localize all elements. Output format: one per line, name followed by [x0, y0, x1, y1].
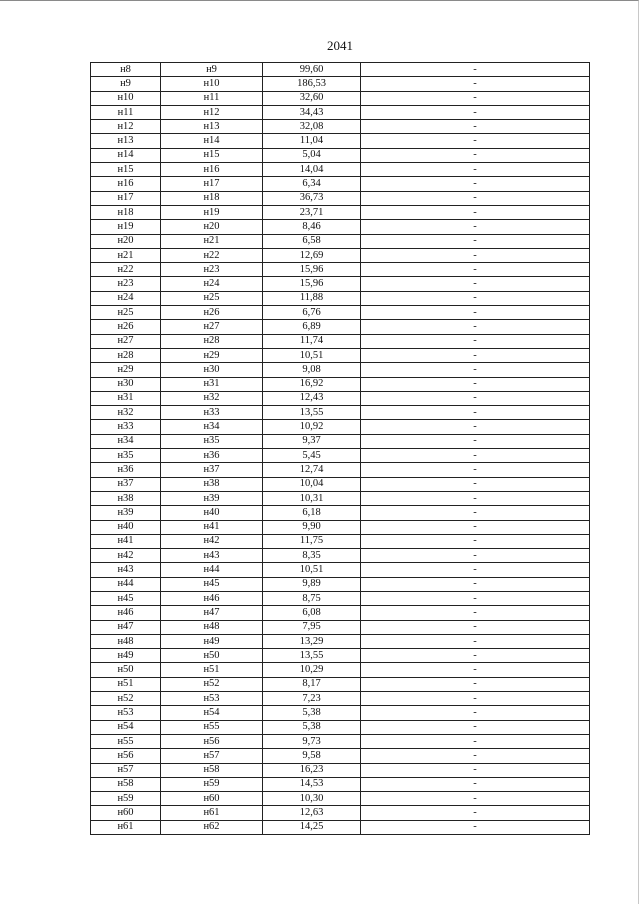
- table-row: [91, 820, 590, 834]
- point-to-cell: н18: [161, 191, 263, 205]
- point-from-cell: н18: [91, 205, 161, 219]
- boundary-table: [90, 62, 590, 835]
- point-from-cell: н29: [91, 363, 161, 377]
- distance-cell: 11,75: [263, 534, 361, 548]
- distance-cell: 15,96: [263, 263, 361, 277]
- distance-cell: 32,08: [263, 120, 361, 134]
- description-cell: -: [361, 177, 590, 191]
- description-cell: -: [361, 591, 590, 605]
- distance-cell: 6,08: [263, 606, 361, 620]
- point-to-cell: н14: [161, 134, 263, 148]
- point-from-cell: н26: [91, 320, 161, 334]
- description-cell: -: [361, 306, 590, 320]
- table-row: [91, 677, 590, 691]
- distance-cell: 186,53: [263, 77, 361, 91]
- point-from-cell: н41: [91, 534, 161, 548]
- table-row: [91, 105, 590, 119]
- point-from-cell: н49: [91, 649, 161, 663]
- point-from-cell: н55: [91, 734, 161, 748]
- description-cell: -: [361, 763, 590, 777]
- table-row: [91, 163, 590, 177]
- point-from-cell: н22: [91, 263, 161, 277]
- point-to-cell: н52: [161, 677, 263, 691]
- point-from-cell: н21: [91, 248, 161, 262]
- point-to-cell: н35: [161, 434, 263, 448]
- table-row: [91, 606, 590, 620]
- description-cell: -: [361, 191, 590, 205]
- point-to-cell: н15: [161, 148, 263, 162]
- point-to-cell: н28: [161, 334, 263, 348]
- description-cell: -: [361, 291, 590, 305]
- point-to-cell: н61: [161, 806, 263, 820]
- point-from-cell: н56: [91, 749, 161, 763]
- description-cell: -: [361, 334, 590, 348]
- table-row: [91, 63, 590, 77]
- description-cell: -: [361, 706, 590, 720]
- description-cell: -: [361, 220, 590, 234]
- point-to-cell: н13: [161, 120, 263, 134]
- description-cell: -: [361, 248, 590, 262]
- table-row: [91, 734, 590, 748]
- table-row: [91, 720, 590, 734]
- table-row: [91, 263, 590, 277]
- distance-cell: 11,88: [263, 291, 361, 305]
- table-row: [91, 634, 590, 648]
- point-to-cell: н60: [161, 792, 263, 806]
- table-row: [91, 420, 590, 434]
- point-from-cell: н16: [91, 177, 161, 191]
- table-row: [91, 477, 590, 491]
- point-from-cell: н39: [91, 506, 161, 520]
- point-to-cell: н34: [161, 420, 263, 434]
- point-to-cell: н23: [161, 263, 263, 277]
- table-row: [91, 577, 590, 591]
- point-from-cell: н12: [91, 120, 161, 134]
- point-to-cell: н55: [161, 720, 263, 734]
- description-cell: -: [361, 563, 590, 577]
- distance-cell: 9,89: [263, 577, 361, 591]
- table-row: [91, 377, 590, 391]
- table-row: [91, 449, 590, 463]
- table-row: [91, 763, 590, 777]
- distance-cell: 13,55: [263, 406, 361, 420]
- description-cell: -: [361, 120, 590, 134]
- point-from-cell: н10: [91, 91, 161, 105]
- description-cell: -: [361, 491, 590, 505]
- point-to-cell: н40: [161, 506, 263, 520]
- point-from-cell: н51: [91, 677, 161, 691]
- point-from-cell: н35: [91, 449, 161, 463]
- table-row: [91, 777, 590, 791]
- distance-cell: 8,75: [263, 591, 361, 605]
- point-from-cell: н28: [91, 348, 161, 362]
- description-cell: -: [361, 534, 590, 548]
- description-cell: -: [361, 406, 590, 420]
- point-to-cell: н43: [161, 549, 263, 563]
- table-row: [91, 706, 590, 720]
- point-to-cell: н45: [161, 577, 263, 591]
- distance-cell: 9,58: [263, 749, 361, 763]
- point-to-cell: н16: [161, 163, 263, 177]
- point-to-cell: н24: [161, 277, 263, 291]
- description-cell: -: [361, 777, 590, 791]
- table-row: [91, 220, 590, 234]
- point-from-cell: н34: [91, 434, 161, 448]
- description-cell: -: [361, 620, 590, 634]
- point-from-cell: н37: [91, 477, 161, 491]
- table-row: [91, 205, 590, 219]
- distance-cell: 5,38: [263, 706, 361, 720]
- table-row: [91, 663, 590, 677]
- point-from-cell: н24: [91, 291, 161, 305]
- point-to-cell: н53: [161, 692, 263, 706]
- description-cell: -: [361, 377, 590, 391]
- distance-cell: 16,92: [263, 377, 361, 391]
- point-from-cell: н27: [91, 334, 161, 348]
- description-cell: -: [361, 806, 590, 820]
- table-row: [91, 434, 590, 448]
- point-to-cell: н20: [161, 220, 263, 234]
- distance-cell: 10,51: [263, 348, 361, 362]
- table-row: [91, 234, 590, 248]
- point-from-cell: н36: [91, 463, 161, 477]
- distance-cell: 8,35: [263, 549, 361, 563]
- point-to-cell: н47: [161, 606, 263, 620]
- description-cell: -: [361, 234, 590, 248]
- table-row: [91, 391, 590, 405]
- table-row: [91, 191, 590, 205]
- table-row: [91, 591, 590, 605]
- table-row: [91, 806, 590, 820]
- point-to-cell: н48: [161, 620, 263, 634]
- distance-cell: 10,29: [263, 663, 361, 677]
- point-from-cell: н61: [91, 820, 161, 834]
- description-cell: -: [361, 420, 590, 434]
- distance-cell: 36,73: [263, 191, 361, 205]
- distance-cell: 11,74: [263, 334, 361, 348]
- point-to-cell: н36: [161, 449, 263, 463]
- distance-cell: 15,96: [263, 277, 361, 291]
- description-cell: -: [361, 391, 590, 405]
- point-to-cell: н30: [161, 363, 263, 377]
- description-cell: -: [361, 320, 590, 334]
- point-from-cell: н9: [91, 77, 161, 91]
- point-from-cell: н17: [91, 191, 161, 205]
- distance-cell: 6,89: [263, 320, 361, 334]
- point-from-cell: н54: [91, 720, 161, 734]
- distance-cell: 6,18: [263, 506, 361, 520]
- description-cell: -: [361, 549, 590, 563]
- point-from-cell: н38: [91, 491, 161, 505]
- point-to-cell: н19: [161, 205, 263, 219]
- point-from-cell: н50: [91, 663, 161, 677]
- point-from-cell: н33: [91, 420, 161, 434]
- point-to-cell: н17: [161, 177, 263, 191]
- description-cell: -: [361, 506, 590, 520]
- table-row: [91, 563, 590, 577]
- point-from-cell: н57: [91, 763, 161, 777]
- point-to-cell: н12: [161, 105, 263, 119]
- point-from-cell: н53: [91, 706, 161, 720]
- point-from-cell: н52: [91, 692, 161, 706]
- table-row: [91, 320, 590, 334]
- point-to-cell: н46: [161, 591, 263, 605]
- table-row: [91, 649, 590, 663]
- distance-cell: 8,46: [263, 220, 361, 234]
- description-cell: -: [361, 348, 590, 362]
- point-to-cell: н9: [161, 63, 263, 77]
- point-to-cell: н49: [161, 634, 263, 648]
- description-cell: -: [361, 734, 590, 748]
- distance-cell: 5,38: [263, 720, 361, 734]
- description-cell: -: [361, 449, 590, 463]
- table-row: [91, 520, 590, 534]
- description-cell: -: [361, 205, 590, 219]
- table-row: [91, 277, 590, 291]
- distance-cell: 10,04: [263, 477, 361, 491]
- point-to-cell: н54: [161, 706, 263, 720]
- distance-cell: 99,60: [263, 63, 361, 77]
- distance-cell: 12,63: [263, 806, 361, 820]
- point-to-cell: н50: [161, 649, 263, 663]
- distance-cell: 9,37: [263, 434, 361, 448]
- distance-cell: 13,55: [263, 649, 361, 663]
- description-cell: -: [361, 277, 590, 291]
- distance-cell: 12,69: [263, 248, 361, 262]
- point-to-cell: н21: [161, 234, 263, 248]
- table-row: [91, 291, 590, 305]
- point-from-cell: н40: [91, 520, 161, 534]
- table-row: [91, 363, 590, 377]
- point-from-cell: н25: [91, 306, 161, 320]
- distance-cell: 34,43: [263, 105, 361, 119]
- description-cell: -: [361, 434, 590, 448]
- description-cell: -: [361, 606, 590, 620]
- table-row: [91, 549, 590, 563]
- description-cell: -: [361, 649, 590, 663]
- description-cell: -: [361, 663, 590, 677]
- point-to-cell: н57: [161, 749, 263, 763]
- point-from-cell: н59: [91, 792, 161, 806]
- point-from-cell: н58: [91, 777, 161, 791]
- distance-cell: 32,60: [263, 91, 361, 105]
- table-row: [91, 77, 590, 91]
- point-from-cell: н32: [91, 406, 161, 420]
- point-to-cell: н27: [161, 320, 263, 334]
- description-cell: -: [361, 163, 590, 177]
- distance-cell: 7,23: [263, 692, 361, 706]
- description-cell: -: [361, 363, 590, 377]
- distance-cell: 5,04: [263, 148, 361, 162]
- table-row: [91, 91, 590, 105]
- distance-cell: 10,92: [263, 420, 361, 434]
- point-to-cell: н38: [161, 477, 263, 491]
- point-from-cell: н30: [91, 377, 161, 391]
- table-row: [91, 406, 590, 420]
- table-body: [91, 63, 590, 835]
- description-cell: -: [361, 148, 590, 162]
- point-to-cell: н59: [161, 777, 263, 791]
- point-to-cell: н31: [161, 377, 263, 391]
- point-from-cell: н45: [91, 591, 161, 605]
- point-to-cell: н11: [161, 91, 263, 105]
- distance-cell: 9,08: [263, 363, 361, 377]
- point-from-cell: н42: [91, 549, 161, 563]
- point-from-cell: н47: [91, 620, 161, 634]
- distance-cell: 14,04: [263, 163, 361, 177]
- distance-cell: 12,74: [263, 463, 361, 477]
- distance-cell: 10,30: [263, 792, 361, 806]
- distance-cell: 23,71: [263, 205, 361, 219]
- description-cell: -: [361, 577, 590, 591]
- description-cell: -: [361, 634, 590, 648]
- description-cell: -: [361, 749, 590, 763]
- table-row: [91, 792, 590, 806]
- point-to-cell: н39: [161, 491, 263, 505]
- point-from-cell: н19: [91, 220, 161, 234]
- table-row: [91, 534, 590, 548]
- table-row: [91, 348, 590, 362]
- distance-cell: 10,31: [263, 491, 361, 505]
- distance-cell: 6,58: [263, 234, 361, 248]
- table-row: [91, 692, 590, 706]
- distance-cell: 16,23: [263, 763, 361, 777]
- table-row: [91, 248, 590, 262]
- table-row: [91, 120, 590, 134]
- description-cell: -: [361, 677, 590, 691]
- point-to-cell: н37: [161, 463, 263, 477]
- point-to-cell: н51: [161, 663, 263, 677]
- point-to-cell: н62: [161, 820, 263, 834]
- point-from-cell: н44: [91, 577, 161, 591]
- point-to-cell: н29: [161, 348, 263, 362]
- point-from-cell: н31: [91, 391, 161, 405]
- description-cell: -: [361, 63, 590, 77]
- table-row: [91, 749, 590, 763]
- description-cell: -: [361, 520, 590, 534]
- description-cell: -: [361, 263, 590, 277]
- table-row: [91, 491, 590, 505]
- description-cell: -: [361, 820, 590, 834]
- distance-cell: 9,73: [263, 734, 361, 748]
- distance-cell: 11,04: [263, 134, 361, 148]
- point-to-cell: н42: [161, 534, 263, 548]
- point-to-cell: н10: [161, 77, 263, 91]
- point-from-cell: н46: [91, 606, 161, 620]
- table-row: [91, 134, 590, 148]
- table-row: [91, 463, 590, 477]
- point-to-cell: н25: [161, 291, 263, 305]
- point-to-cell: н58: [161, 763, 263, 777]
- point-from-cell: н60: [91, 806, 161, 820]
- table-row: [91, 334, 590, 348]
- description-cell: -: [361, 792, 590, 806]
- description-cell: -: [361, 477, 590, 491]
- description-cell: -: [361, 463, 590, 477]
- page-number: 2041: [327, 38, 353, 53]
- point-from-cell: н23: [91, 277, 161, 291]
- distance-cell: 12,43: [263, 391, 361, 405]
- distance-cell: 6,76: [263, 306, 361, 320]
- point-to-cell: н33: [161, 406, 263, 420]
- description-cell: -: [361, 91, 590, 105]
- distance-cell: 9,90: [263, 520, 361, 534]
- table-row: [91, 177, 590, 191]
- table-row: [91, 506, 590, 520]
- point-from-cell: н15: [91, 163, 161, 177]
- description-cell: -: [361, 720, 590, 734]
- distance-cell: 14,53: [263, 777, 361, 791]
- distance-cell: 8,17: [263, 677, 361, 691]
- point-from-cell: н48: [91, 634, 161, 648]
- point-from-cell: н20: [91, 234, 161, 248]
- distance-cell: 5,45: [263, 449, 361, 463]
- point-from-cell: н13: [91, 134, 161, 148]
- distance-cell: 6,34: [263, 177, 361, 191]
- point-to-cell: н32: [161, 391, 263, 405]
- point-to-cell: н56: [161, 734, 263, 748]
- point-from-cell: н14: [91, 148, 161, 162]
- distance-cell: 10,51: [263, 563, 361, 577]
- distance-cell: 7,95: [263, 620, 361, 634]
- description-cell: -: [361, 692, 590, 706]
- point-to-cell: н41: [161, 520, 263, 534]
- point-to-cell: н26: [161, 306, 263, 320]
- distance-cell: 13,29: [263, 634, 361, 648]
- description-cell: -: [361, 134, 590, 148]
- point-from-cell: н11: [91, 105, 161, 119]
- distance-cell: 14,25: [263, 820, 361, 834]
- table-row: [91, 306, 590, 320]
- point-to-cell: н22: [161, 248, 263, 262]
- table-row: [91, 620, 590, 634]
- point-to-cell: н44: [161, 563, 263, 577]
- point-from-cell: н43: [91, 563, 161, 577]
- point-from-cell: н8: [91, 63, 161, 77]
- description-cell: -: [361, 77, 590, 91]
- table-row: [91, 148, 590, 162]
- description-cell: -: [361, 105, 590, 119]
